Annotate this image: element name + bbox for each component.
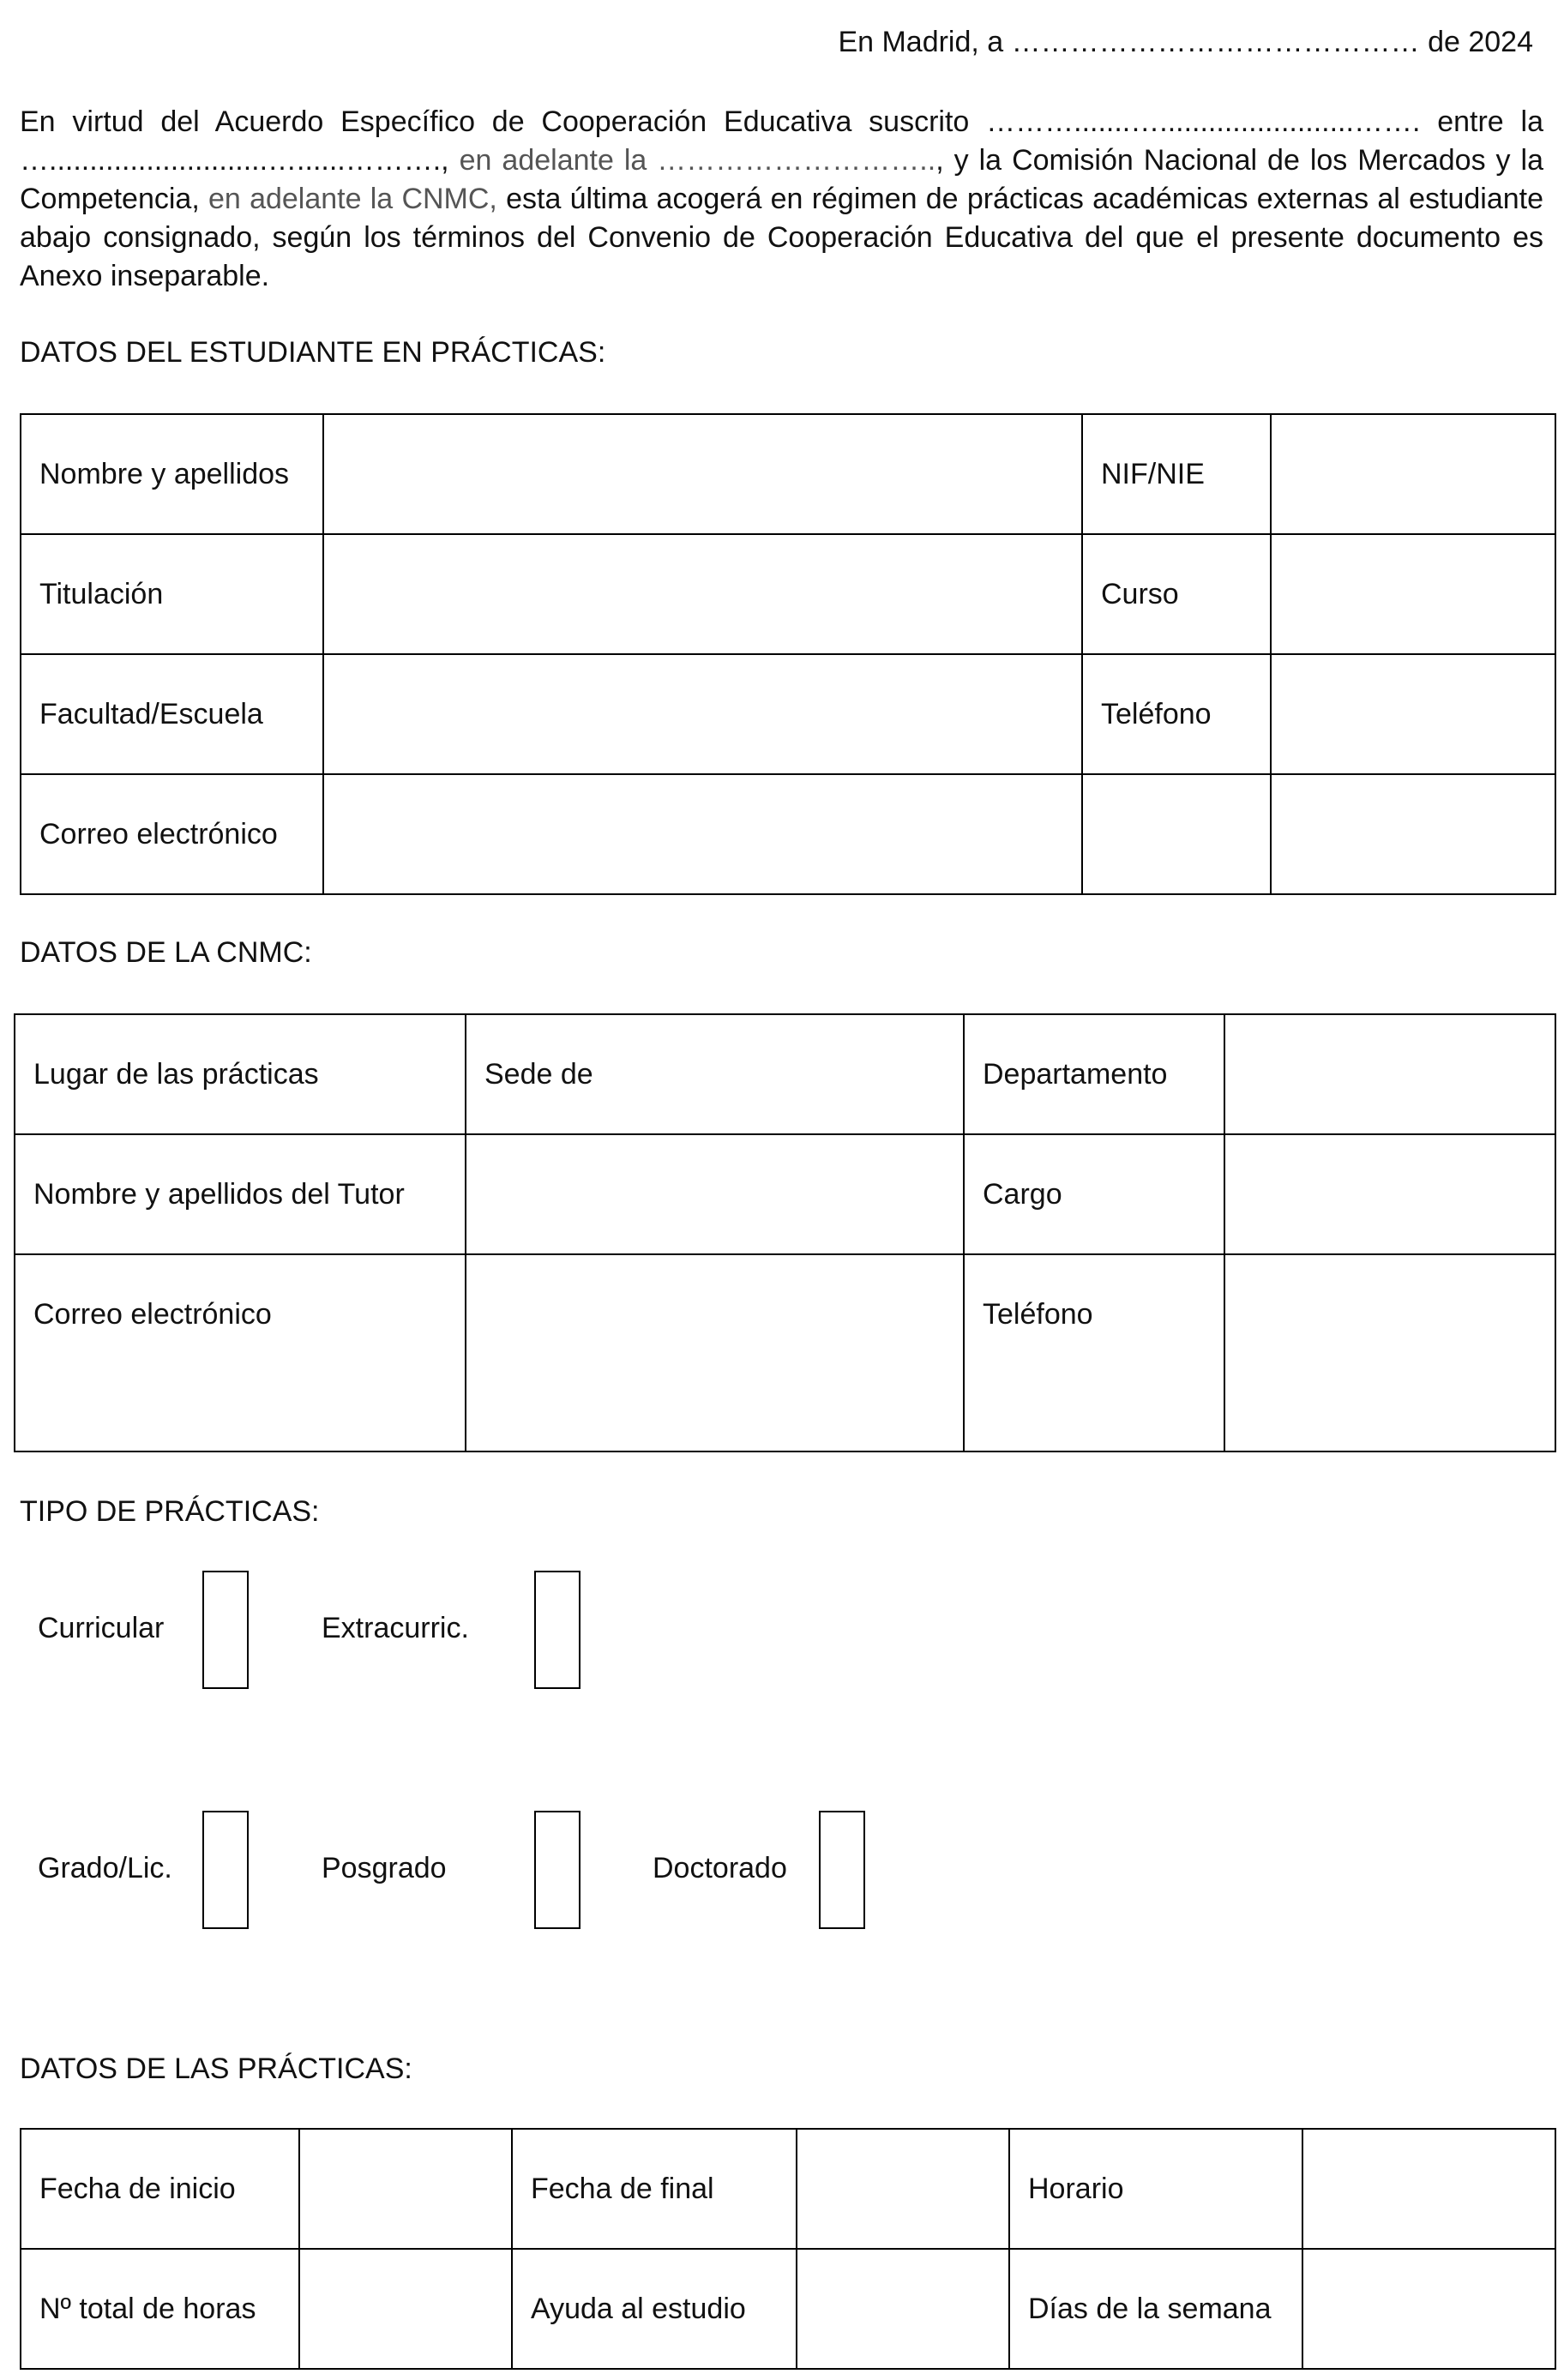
intro-text-2: en adelante la ……………………….. xyxy=(459,144,936,177)
faculty-field[interactable] xyxy=(323,654,1082,774)
name-label: Nombre y apellidos xyxy=(21,414,323,534)
extracurricular-checkbox[interactable] xyxy=(534,1571,580,1689)
empty-cell xyxy=(1082,774,1271,894)
cnmc-phone-field[interactable] xyxy=(1224,1254,1555,1451)
table-row xyxy=(21,2129,1555,2249)
intro-text-5: esta última acogerá en régimen de prácticas académicas externas al estudiante abajo consignado, según los términos del Convenio de Cooperación Educativa del que el presente documento es Anexo inseparable. xyxy=(20,183,1543,292)
student-email-field[interactable] xyxy=(323,774,1082,894)
degree-label: Titulación xyxy=(21,534,323,654)
cnmc-table xyxy=(14,1013,1556,1452)
tutor-label: Nombre y apellidos del Tutor xyxy=(15,1134,466,1254)
degree-type-checkbox[interactable] xyxy=(202,1811,249,1929)
postgraduate-label: Posgrado xyxy=(322,1852,447,1884)
type-heading: TIPO DE PRÁCTICAS: xyxy=(20,1495,320,1528)
table-row xyxy=(21,534,1555,654)
degree-field[interactable] xyxy=(323,534,1082,654)
extracurricular-label: Extracurric. xyxy=(322,1612,469,1644)
date-line: En Madrid, a …………………………………… de 2024 xyxy=(838,26,1533,58)
cnmc-email-field[interactable] xyxy=(466,1254,964,1451)
doctorate-checkbox[interactable] xyxy=(819,1811,865,1929)
student-phone-label: Teléfono xyxy=(1082,654,1271,774)
nif-label: NIF/NIE xyxy=(1082,414,1271,534)
hours-label: Nº total de horas xyxy=(21,2249,299,2369)
cnmc-heading: DATOS DE LA CNMC: xyxy=(20,936,312,969)
table-row xyxy=(15,1134,1555,1254)
hours-field[interactable] xyxy=(299,2249,512,2369)
schedule-field[interactable] xyxy=(1302,2129,1555,2249)
student-phone-field[interactable] xyxy=(1271,654,1555,774)
student-table xyxy=(20,413,1556,895)
cnmc-phone-label: Teléfono xyxy=(964,1254,1224,1451)
position-label: Cargo xyxy=(964,1134,1224,1254)
end-label: Fecha de final xyxy=(512,2129,797,2249)
dept-label: Departamento xyxy=(964,1014,1224,1134)
cnmc-email-label: Correo electrónico xyxy=(15,1254,466,1451)
empty-cell xyxy=(1271,774,1555,894)
dept-field[interactable] xyxy=(1224,1014,1555,1134)
table-row xyxy=(15,1254,1555,1451)
aid-label: Ayuda al estudio xyxy=(512,2249,797,2369)
position-field[interactable] xyxy=(1224,1134,1555,1254)
intro-paragraph xyxy=(20,103,1543,296)
course-label: Curso xyxy=(1082,534,1271,654)
start-label: Fecha de inicio xyxy=(21,2129,299,2249)
postgraduate-checkbox[interactable] xyxy=(534,1811,580,1929)
end-field[interactable] xyxy=(797,2129,1009,2249)
table-row xyxy=(21,774,1555,894)
intro-text-1: En virtud del Acuerdo Específico de Cooperación Educativa suscrito ……….......…........................……. entre la …...........................…......………., xyxy=(20,105,1543,177)
nif-field[interactable] xyxy=(1271,414,1555,534)
start-field[interactable] xyxy=(299,2129,512,2249)
student-heading: DATOS DEL ESTUDIANTE EN PRÁCTICAS: xyxy=(20,336,606,369)
table-row xyxy=(21,414,1555,534)
days-label: Días de la semana xyxy=(1009,2249,1302,2369)
seat-field[interactable]: Sede de xyxy=(466,1014,964,1134)
days-field[interactable] xyxy=(1302,2249,1555,2369)
table-row xyxy=(21,2249,1555,2369)
intro-text-3: , y la Comisión Nacional de los Mercados y la Competencia, xyxy=(20,144,1543,215)
table-row xyxy=(15,1014,1555,1134)
schedule-label: Horario xyxy=(1009,2129,1302,2249)
curricular-checkbox[interactable] xyxy=(202,1571,249,1689)
table-row xyxy=(21,654,1555,774)
intro-text-4: en adelante la CNMC, xyxy=(208,183,497,215)
degree-type-label: Grado/Lic. xyxy=(38,1852,172,1884)
internship-table xyxy=(20,2128,1556,2370)
place-label: Lugar de las prácticas xyxy=(15,1014,466,1134)
aid-field[interactable] xyxy=(797,2249,1009,2369)
internship-heading: DATOS DE LAS PRÁCTICAS: xyxy=(20,2052,412,2085)
student-email-label: Correo electrónico xyxy=(21,774,323,894)
doctorate-label: Doctorado xyxy=(653,1852,787,1884)
name-field[interactable] xyxy=(323,414,1082,534)
curricular-label: Curricular xyxy=(38,1612,165,1644)
tutor-field[interactable] xyxy=(466,1134,964,1254)
faculty-label: Facultad/Escuela xyxy=(21,654,323,774)
course-field[interactable] xyxy=(1271,534,1555,654)
